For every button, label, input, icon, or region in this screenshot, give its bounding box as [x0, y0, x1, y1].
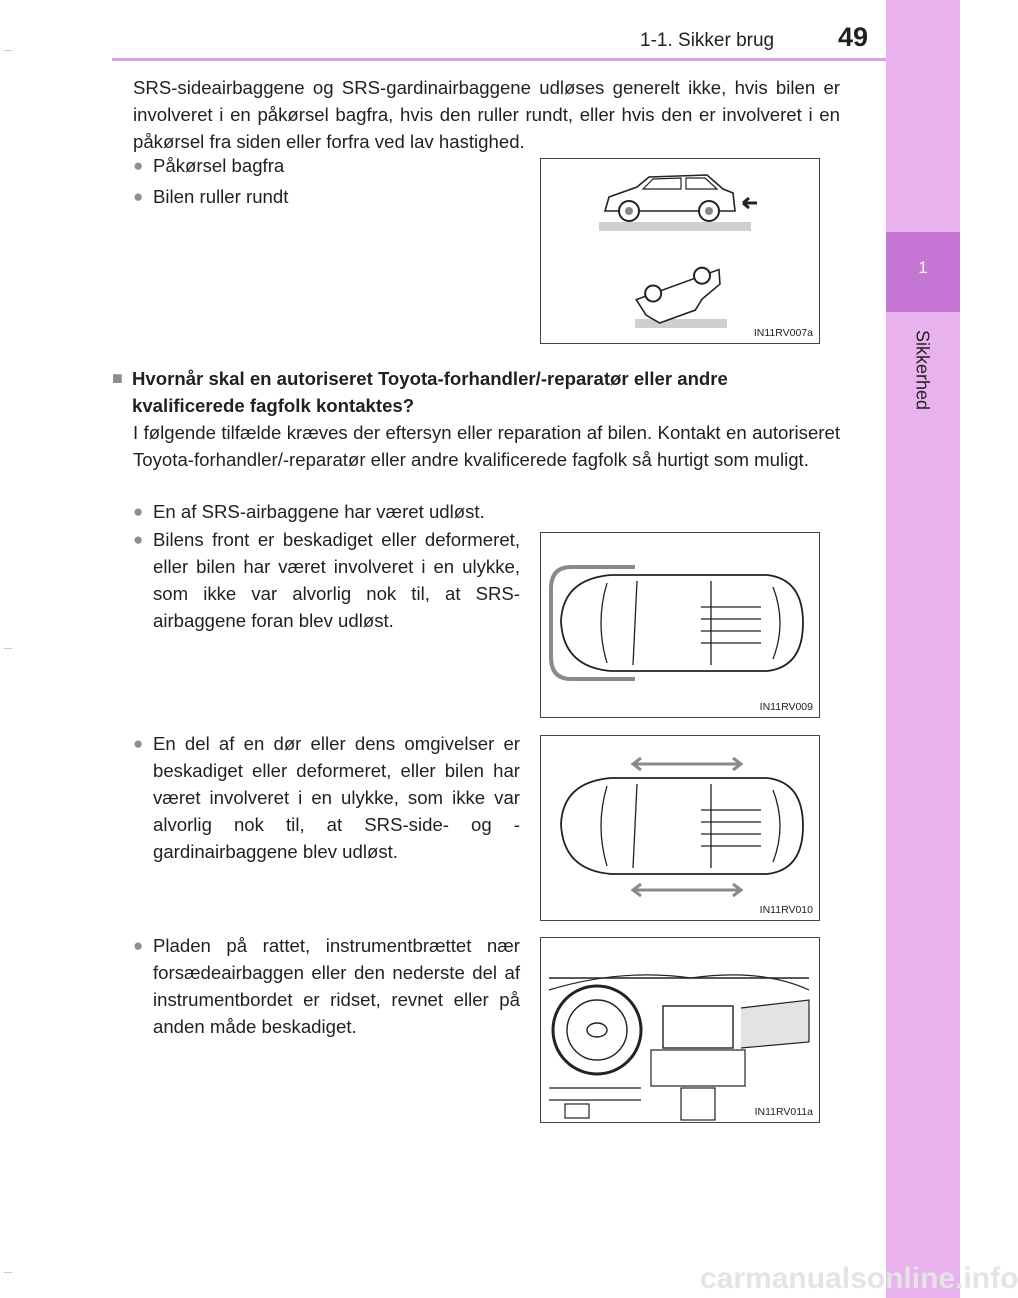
section-heading: ■ Hvornår skal en autoriseret Toyota-forhandler/-reparatør eller andre kvalificerede fagfolk kontaktes? — [112, 365, 840, 419]
crop-mark — [4, 1272, 12, 1273]
chapter-title: Sikkerhed — [912, 329, 933, 411]
body-paragraph: I følgende tilfælde kræves der eftersyn eller reparation af bilen. Kontakt en autoriseret Toyota-forhandler/-reparatør eller andre kvalificerede fagfolk så hurtigt som muligt. — [133, 422, 840, 470]
car-collision-illustration — [541, 159, 819, 343]
list-item: ● Påkørsel bagfra — [133, 152, 513, 179]
figure-front-damage — [540, 532, 820, 718]
list-item: ● Pladen på rattet, instrumentbrættet nær forsædeairbaggen eller den nederste del af instrumentbordet er ridset, revnet eller på anden måde beskadiget. — [133, 932, 520, 1040]
crop-mark — [4, 50, 12, 51]
car-top-view-side — [541, 736, 819, 920]
square-bullet-icon: ■ — [112, 368, 123, 388]
figure-code: IN11RV011a — [754, 1106, 813, 1118]
car-top-view-front — [541, 533, 819, 717]
round-bullet-icon: ● — [133, 936, 144, 955]
dashboard-illustration — [541, 938, 819, 1122]
figure-code: IN11RV010 — [759, 904, 813, 916]
list-item: ● Bilen ruller rundt — [133, 183, 513, 210]
figure-code: IN11RV007a — [753, 327, 813, 339]
figure-code: IN11RV009 — [759, 701, 813, 713]
header-rule — [112, 58, 886, 61]
list-item: ● En del af en dør eller dens omgivelser er beskadiget eller deformeret, eller bilen har været involveret i en ulykke, som ikke var alvorlig nok til, at SRS-side- og -gardinairbaggene blev udløst. — [133, 730, 520, 865]
chapter-number: 1 — [918, 258, 928, 277]
crop-mark — [4, 648, 12, 649]
list-item: ● Bilens front er beskadiget eller deformeret, eller bilen har været involveret i en ulykke, som ikke var alvorlig nok til, at SRS-airbaggene foran blev udløst. — [133, 526, 520, 634]
round-bullet-icon: ● — [133, 502, 144, 521]
figure-side-damage — [540, 735, 820, 921]
figure-rear-collision-rollover — [540, 158, 820, 344]
watermark: carmanualsonline.info — [700, 1262, 1018, 1295]
round-bullet-icon: ● — [133, 530, 144, 549]
round-bullet-icon: ● — [133, 156, 144, 175]
intro-paragraph: SRS-sideairbaggene og SRS-gardinairbaggene udløses generelt ikke, hvis bilen er involveret i en påkørsel bagfra, hvis den ruller rundt, eller hvis den er involveret i en påkørsel fra siden eller forfra ved lav hastighed. — [133, 77, 840, 152]
figure-dashboard — [540, 937, 820, 1123]
page-number: 49 — [838, 22, 869, 52]
chapter-sidebar — [886, 0, 960, 1298]
list-item: ● En af SRS-airbaggene har været udløst. — [133, 498, 523, 525]
round-bullet-icon: ● — [133, 187, 144, 206]
round-bullet-icon: ● — [133, 734, 144, 753]
section-title: 1-1. Sikker brug — [640, 30, 775, 51]
